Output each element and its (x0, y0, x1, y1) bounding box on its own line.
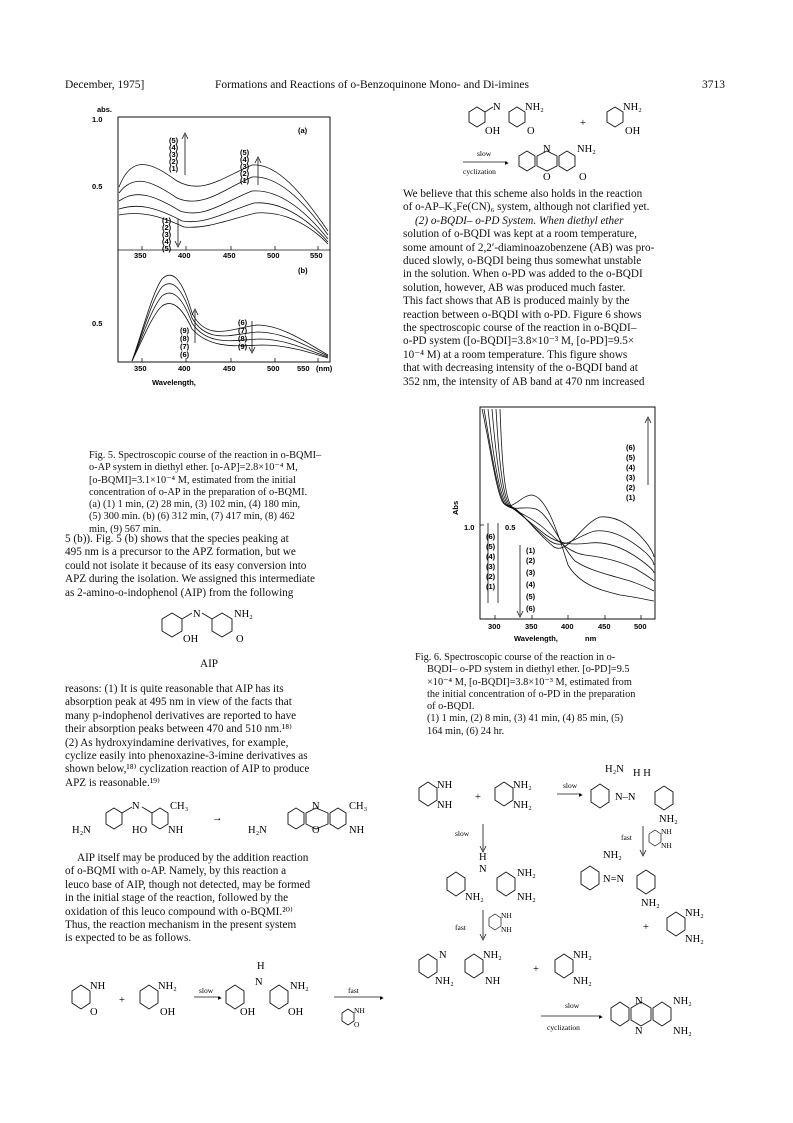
fig5b-x-tick-400: 400 (178, 364, 191, 373)
fig5b-label-l6: (6) (180, 350, 190, 359)
svg-text:N: N (635, 1026, 643, 1037)
figure-6-caption: Fig. 6. Spectroscopic course of the reaction in o- BQDI– o-PD system in diethyl ether. [o-PD]=9.5 ×10⁻⁴ M, [o-BQDI]=3.8×10⁻³ M, estimated from the initial concentration of o-PD in the preparation of o-BQDI. (1) 1 min, (2) 8 min, (3) 41 min, (4) 85 min, (5) 164 min, (6) 24 hr. (415, 652, 636, 737)
fig5b-label-l8: (8) (180, 334, 190, 343)
fig5a-label-r3: (3) (240, 162, 250, 171)
fig5b-curve-9 (132, 304, 328, 361)
fig6-curves (482, 409, 654, 601)
figure-5-spectra (92, 103, 342, 388)
svg-text:(2): (2) (486, 572, 496, 581)
fig6-x-tick-450: 450 (598, 622, 611, 631)
fig5a-x-tick-450: 450 (223, 251, 236, 260)
page-number: 3713 (702, 79, 725, 91)
svg-text:H₂N: H₂N (248, 825, 267, 836)
fig5a-label-d1: (1) (162, 216, 172, 225)
fig5b-x-tick-350: 350 (134, 364, 147, 373)
fig5a-label-r4: (4) (240, 155, 250, 164)
fig5-panel-b-label: (b) (298, 266, 308, 275)
svg-text:O: O (354, 1020, 360, 1029)
svg-text:NH₂: NH₂ (673, 996, 692, 1007)
svg-text:NH₂: NH₂ (685, 934, 704, 945)
svg-text:(3): (3) (526, 568, 536, 577)
fig5a-curve-5 (119, 213, 328, 244)
svg-text:N: N (543, 144, 551, 155)
fig6-x-tick-350: 350 (525, 622, 538, 631)
svg-text:NH₂: NH₂ (573, 950, 592, 961)
svg-text:(3): (3) (486, 562, 496, 571)
svg-text:fast: fast (455, 923, 466, 932)
fig5a-curve-2 (119, 177, 328, 235)
fig5a-label-r2: (2) (240, 169, 250, 178)
svg-text:slow: slow (477, 149, 492, 158)
svg-text:HO: HO (132, 825, 148, 836)
fig5a-label-l2: (2) (169, 157, 179, 166)
svg-text:NH: NH (168, 825, 184, 836)
svg-text:NH: NH (354, 1006, 365, 1015)
svg-text:fast: fast (621, 833, 632, 842)
svg-text:N: N (439, 950, 447, 961)
fig5-y-tick-2: 0.5 (92, 182, 103, 191)
svg-text:NH₂: NH₂ (673, 1026, 692, 1037)
fig5b-x-tick-550: 550 (297, 364, 310, 373)
svg-text:N: N (255, 977, 263, 988)
svg-text:H₂N: H₂N (72, 825, 91, 836)
svg-text:NH₂: NH₂ (517, 868, 536, 879)
fig5b-label-r6: (6) (238, 318, 248, 327)
svg-text:NH: NH (661, 841, 672, 850)
fig5a-label-l1: (1) (169, 164, 179, 173)
svg-text:N=N: N=N (603, 874, 625, 885)
aip-label: AIP (200, 658, 219, 670)
fig6-y-title: Abs (451, 500, 460, 515)
svg-text:(4): (4) (626, 463, 636, 472)
svg-text:H₂N: H₂N (605, 764, 624, 775)
svg-text:(5): (5) (526, 592, 536, 601)
svg-text:N–N: N–N (615, 792, 636, 803)
svg-text:NH₂: NH₂ (623, 102, 642, 113)
fig5-y-tick-1: 1.0 (92, 115, 103, 124)
svg-text:O: O (236, 634, 244, 645)
fig5b-label-r8: (8) (238, 334, 248, 343)
svg-text:NH₂: NH₂ (517, 892, 536, 903)
fig6-x-title: Wavelength, (514, 634, 558, 643)
svg-text:NH₂: NH₂ (513, 800, 532, 811)
running-header-title: Formations and Reactions of o-Benzoquinone Mono- and Di-imines (215, 79, 529, 91)
fig5a-x-tick-400: 400 (178, 251, 191, 260)
svg-text:+: + (475, 792, 481, 803)
fig5a-label-d3: (3) (162, 230, 172, 239)
svg-text:cyclization: cyclization (463, 167, 496, 176)
svg-text:H: H (257, 961, 265, 972)
fig5-panel-a-label: (a) (298, 126, 308, 135)
fig5a-x-tick-550: 550 (310, 251, 323, 260)
svg-text:(6): (6) (526, 604, 536, 613)
svg-text:OH: OH (288, 1007, 304, 1018)
svg-text:NH₂: NH₂ (659, 814, 678, 825)
svg-text:▸: ▸ (380, 993, 384, 1002)
fig5b-label-r7: (7) (238, 326, 248, 335)
svg-text:(1): (1) (526, 546, 536, 555)
svg-text:O: O (579, 172, 587, 183)
svg-text:cyclization: cyclization (547, 1023, 580, 1032)
o-bqmi-o-ap-mechanism-scheme (64, 955, 390, 1030)
svg-text:N: N (193, 609, 201, 620)
fig5b-label-r9: (9) (238, 342, 248, 351)
svg-text:(2): (2) (526, 556, 536, 565)
figure-5-caption: Fig. 5. Spectroscopic course of the reaction in o-BQMI– o-AP system in diethyl ether. [o-AP]=2.8×10⁻⁴ M, [o-BQMI]=3.1×10⁻⁴ M, estimated from the initial concentration of o-AP in the preparation of o-BQMI. (a) (1) 1 min, (2) 28 min, (3) 102 min, (4) 180 min, (5) 300 min. (b) (6) 312 min, (7) 417 min, (8) 462 min, (9) 567 min. (89, 450, 322, 535)
running-header-date: December, 1975] (65, 79, 145, 91)
svg-text:NH: NH (661, 827, 672, 836)
fig6-y-tick-2: 0.5 (505, 523, 516, 532)
fig5a-label-r5: (5) (240, 148, 250, 157)
svg-text:fast: fast (348, 986, 359, 995)
svg-text:OH: OH (183, 634, 199, 645)
svg-text:(6): (6) (626, 443, 636, 452)
svg-text:CH₃: CH₃ (349, 801, 368, 812)
svg-text:NH: NH (485, 976, 501, 987)
svg-text:▸: ▸ (579, 790, 583, 799)
svg-text:▸: ▸ (218, 993, 222, 1002)
svg-text:OH: OH (485, 126, 501, 137)
svg-text:OH: OH (625, 126, 641, 137)
svg-text:slow: slow (199, 986, 214, 995)
svg-text:(3): (3) (626, 473, 636, 482)
svg-text:NH₂: NH₂ (525, 102, 544, 113)
svg-text:+: + (580, 118, 586, 129)
svg-text:NH₂: NH₂ (685, 908, 704, 919)
svg-text:NH: NH (349, 825, 365, 836)
svg-text:N: N (312, 801, 320, 812)
fig5a-x-tick-500: 500 (267, 251, 280, 260)
svg-text:NH: NH (437, 800, 453, 811)
fig5a-label-d4: (4) (162, 237, 172, 246)
fig5-frame (118, 117, 330, 362)
svg-text:slow: slow (565, 1001, 580, 1010)
figure-6-spectra (450, 405, 665, 645)
svg-text:→: → (212, 813, 223, 824)
svg-text:N: N (493, 102, 501, 113)
fig5a-label-d2: (2) (162, 223, 172, 232)
fig5-x-title: Wavelength, (152, 378, 196, 387)
svg-text:CH₃: CH₃ (170, 801, 189, 812)
fig5a-label-r1: (1) (240, 176, 250, 185)
svg-text:NH: NH (501, 925, 512, 934)
fig5a-label-l5: (5) (169, 136, 179, 145)
fig5b-label-l7: (7) (180, 342, 190, 351)
fig5-y-title: abs. (97, 105, 113, 114)
fig6-y-tick-1: 1.0 (464, 523, 475, 532)
svg-text:O: O (90, 1007, 98, 1018)
svg-text:NH: NH (501, 911, 512, 920)
svg-text:(5): (5) (486, 542, 496, 551)
svg-text:NH: NH (437, 780, 453, 791)
fig5b-x-tick-450: 450 (223, 364, 236, 373)
fig6-x-tick-300: 300 (488, 622, 501, 631)
svg-text:NH₂: NH₂ (290, 981, 309, 992)
svg-text:OH: OH (160, 1007, 176, 1018)
svg-text:(6): (6) (486, 532, 496, 541)
svg-text:N: N (479, 864, 487, 875)
fig5a-label-d5: (5) (162, 244, 172, 253)
svg-text:+: + (119, 995, 125, 1006)
left-paragraph-3: AIP itself may be produced by the addition reaction of o-BQMI with o-AP. Namely, by this reaction a leuco base of AIP, though not detected, may be formed in the initial stage of the reaction, followed by the oxidation of this leuco compound with o-BQMI.²⁰⁾ Thus, the reaction mechanism in the present system is expected to be as follows. (65, 852, 311, 945)
fig5-x-unit: (nm) (316, 364, 333, 373)
fig5b-x-tick-500: 500 (267, 364, 280, 373)
svg-text:NH₂: NH₂ (513, 780, 532, 791)
svg-text:(1): (1) (486, 582, 496, 591)
svg-text:N: N (132, 801, 140, 812)
fig5b-curve-8 (132, 293, 328, 361)
fig5b-curves (132, 275, 328, 361)
svg-text:slow: slow (455, 829, 470, 838)
svg-text:+: + (643, 922, 649, 933)
svg-text:(1): (1) (626, 493, 636, 502)
svg-text:NH₂: NH₂ (435, 976, 454, 987)
left-paragraph-1: 5 (b)). Fig. 5 (b) shows that the species peaking at 495 nm is a precursor to the APZ formation, but we could not isolate it because of its easy conversion into APZ during the isolation. We assigned this intermediate as 2-amino-o-indophenol (AIP) from the following (65, 533, 315, 599)
svg-text:O: O (543, 172, 551, 183)
svg-text:NH₂: NH₂ (577, 144, 596, 155)
hydroxyindamine-cyclization-scheme (66, 797, 386, 847)
svg-text:O: O (527, 126, 535, 137)
svg-text:NH₂: NH₂ (483, 950, 502, 961)
svg-text:slow: slow (563, 781, 578, 790)
svg-text:(2): (2) (626, 483, 636, 492)
svg-text:NH₂: NH₂ (573, 976, 592, 987)
fig5a-x-tick-350: 350 (134, 251, 147, 260)
fig5a-curves (119, 164, 328, 244)
svg-text:N: N (635, 996, 643, 1007)
svg-text:NH: NH (90, 981, 106, 992)
svg-text:NH₂: NH₂ (603, 850, 622, 861)
fig5-y-tick-3: 0.5 (92, 319, 103, 328)
left-paragraph-2: reasons: (1) It is quite reasonable that AIP has its absorption peak at 495 nm in view of the facts that many p-indophenol derivatives are reported to have their absorption peaks between 470 and 510 nm.¹⁸⁾ (2) As hydroxyindamine derivatives, for example, cyclize easily into phenoxazine-3-imine derivatives as shown below,¹⁸⁾ cyclization reaction of AIP to produce APZ is reasonable.¹⁹⁾ (65, 683, 310, 789)
fig6-x-tick-400: 400 (561, 622, 574, 631)
fig6-x-unit: nm (585, 634, 597, 643)
fig5a-label-l3: (3) (169, 150, 179, 159)
o-bqdi-o-pd-mechanism-scheme (405, 760, 725, 1060)
fig5a-curve-4 (119, 203, 328, 242)
svg-text:▸: ▸ (599, 1012, 603, 1021)
aip-structure (150, 605, 270, 655)
svg-text:H: H (479, 852, 487, 863)
fig5b-label-l9: (9) (180, 326, 190, 335)
svg-text:OH: OH (240, 1007, 256, 1018)
right-column-text: We believe that this scheme also holds in the reaction of o-AP–K₃Fe(CN)₆ system, although not clarified yet. (2) o-BQDI– o-PD System. When diethyl ether solution of o-BQDI was kept at a room temperature, some amount of 2,2′-diaminoazobenzene (AB) was pro- duced slowly, o-BQDI being thus somewhat unstable in the solution. When o-PD was added to the o-BQDI solution, however, AB was produced much faster. This fact shows that AB is produced mainly by the reaction between o-BQDI with o-PD. Figure 6 shows the spectroscopic course of the reaction in o-BQDI– o-PD system ([o-BQDI]=3.8×10⁻³ M, [o-PD]=9.5× 10⁻⁴ M) at a room temperature. This figure shows that with decreasing intensity of the o-BQDI band at 352 nm, the intensity of AB band at 470 nm increased (403, 188, 655, 388)
svg-text:(5): (5) (626, 453, 636, 462)
svg-text:NH₂: NH₂ (158, 981, 177, 992)
svg-text:(4): (4) (526, 580, 536, 589)
svg-text:H H: H H (633, 768, 651, 779)
fig6-frame (480, 407, 655, 619)
svg-text:O: O (312, 825, 320, 836)
svg-text:NH₂: NH₂ (641, 898, 660, 909)
svg-text:▸: ▸ (505, 158, 509, 167)
svg-text:NH₂: NH₂ (234, 609, 253, 620)
svg-text:+: + (533, 964, 539, 975)
fig6-x-tick-500: 500 (634, 622, 647, 631)
aip-formation-and-cyclization-scheme (455, 100, 695, 185)
fig5a-label-l4: (4) (169, 143, 179, 152)
svg-text:(4): (4) (486, 552, 496, 561)
svg-text:NH₂: NH₂ (465, 892, 484, 903)
